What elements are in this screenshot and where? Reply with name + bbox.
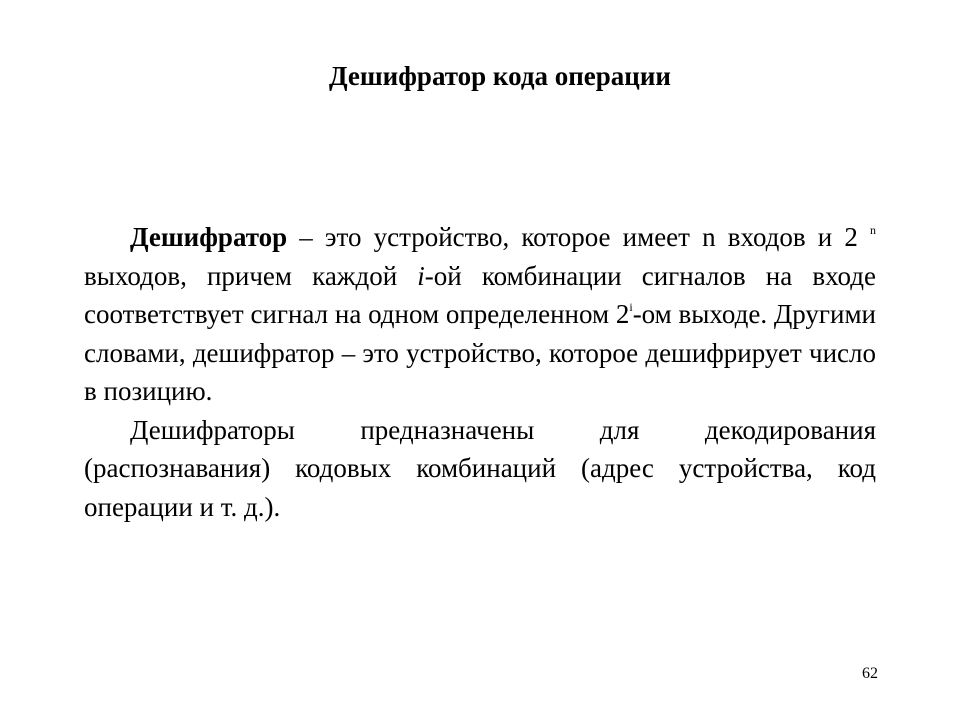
body-text — [84, 218, 876, 526]
superscript-n: n — [870, 223, 876, 237]
superscript-i: i — [629, 300, 633, 314]
italic-i: i — [417, 260, 425, 291]
definition-text-2: выходов, причем каждой — [84, 260, 418, 291]
page-number: 62 — [862, 665, 878, 682]
definition-text-4: -ом выходе. Другими словами, дешифратор – это устройство, которое дешифрирует число в позицию. — [84, 299, 876, 406]
term-decoder: Дешифратор — [130, 222, 288, 252]
definition-text-1: – это устройство, которое имеет n входов и 2 — [287, 222, 870, 252]
paragraph-definition — [84, 218, 876, 411]
definition-text-3: -ой комбинации сигналов на входе соответствует сигнал на одном определенном 2 — [84, 260, 876, 329]
paragraph-purpose: Дешифраторы предназначены для декодирования (распознавания) кодовых комбинаций (адрес устройства, код операции и т. д.). — [84, 414, 876, 522]
slide-title: Дешифратор кода операции — [329, 61, 671, 91]
